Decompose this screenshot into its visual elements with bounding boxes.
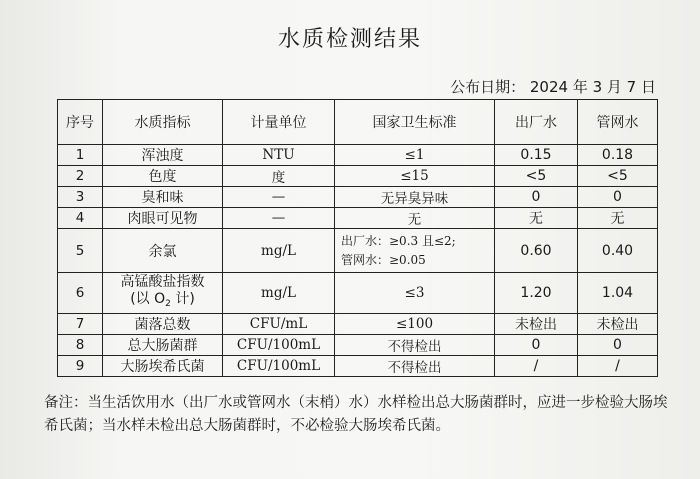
table-row <box>58 335 658 356</box>
cell-unit: 度 <box>223 166 335 187</box>
cell-factory: 0.15 <box>495 145 578 166</box>
table-row <box>58 208 658 229</box>
header-unit: 计量单位 <box>223 100 335 145</box>
standard-line-factory: 出厂水：≥0.3 且≤2; <box>341 233 456 248</box>
cell-factory: 0 <box>495 335 578 356</box>
cell-indicator: 总大肠菌群 <box>103 335 223 356</box>
cell-standard: 无 <box>335 208 495 229</box>
cell-no: 2 <box>58 166 103 187</box>
table-header-row <box>58 100 658 145</box>
cell-indicator: 菌落总数 <box>103 314 223 335</box>
cell-indicator: 色度 <box>103 166 223 187</box>
indicator-name: 高锰酸盐指数 <box>120 273 205 290</box>
results-table <box>57 99 658 377</box>
cell-no: 9 <box>58 356 103 377</box>
cell-network: 0 <box>578 187 658 208</box>
cell-standard: 不得检出 <box>335 356 495 377</box>
cell-unit: mg/L <box>223 229 335 273</box>
cell-indicator: 大肠埃希氏菌 <box>103 356 223 377</box>
cell-network: / <box>578 356 658 377</box>
cell-indicator: 肉眼可见物 <box>103 208 223 229</box>
basis-subscript: 2 <box>165 298 171 309</box>
header-standard: 国家卫生标准 <box>335 100 495 145</box>
cell-network: 1.04 <box>578 273 658 314</box>
cell-indicator: 臭和味 <box>103 187 223 208</box>
cell-no: 1 <box>58 145 103 166</box>
table-row <box>58 356 658 377</box>
table-row <box>58 166 658 187</box>
cell-factory: 1.20 <box>495 273 578 314</box>
cell-factory: 无 <box>495 208 578 229</box>
cell-unit: — <box>223 208 335 229</box>
cell-indicator <box>103 273 223 314</box>
cell-unit: CFU/100mL <box>223 335 335 356</box>
publish-date: 公布日期： 2024 年 3 月 7 日 <box>450 78 656 96</box>
cell-no: 8 <box>58 335 103 356</box>
cell-standard: ≤1 <box>335 145 495 166</box>
indicator-basis <box>106 291 219 313</box>
table-row <box>58 314 658 335</box>
cell-standard <box>335 229 495 273</box>
header-indicator: 水质指标 <box>103 100 223 145</box>
cell-standard: 不得检出 <box>335 335 495 356</box>
standard-line-network: 管网水：≥0.05 <box>341 252 426 267</box>
cell-standard: ≤3 <box>335 273 495 314</box>
cell-unit: — <box>223 187 335 208</box>
cell-indicator: 余氯 <box>103 229 223 273</box>
cell-standard: ≤15 <box>335 166 495 187</box>
cell-standard: 无异臭异味 <box>335 187 495 208</box>
cell-indicator: 浑浊度 <box>103 145 223 166</box>
header-no: 序号 <box>58 100 103 145</box>
page-title: 水质检测结果 <box>277 27 422 52</box>
cell-no: 3 <box>58 187 103 208</box>
cell-factory: / <box>495 356 578 377</box>
remarks-note: 备注：当生活饮用水（出厂水或管网水（末梢）水）水样检出总大肠菌群时，应进一步检验大肠埃希氏菌；当水样未检出总大肠菌群时，不必检验大肠埃希氏菌。 <box>44 395 668 434</box>
cell-no: 7 <box>58 314 103 335</box>
cell-network: 0.18 <box>578 145 658 166</box>
header-factory-water: 出厂水 <box>495 100 578 145</box>
cell-factory: 0 <box>495 187 578 208</box>
cell-no: 5 <box>58 229 103 273</box>
table-row <box>58 273 658 314</box>
cell-factory: <5 <box>495 166 578 187</box>
basis-prefix: (以 O <box>130 290 166 307</box>
table-row <box>58 145 658 166</box>
cell-network: 未检出 <box>578 314 658 335</box>
cell-network: <5 <box>578 166 658 187</box>
cell-network: 0 <box>578 335 658 356</box>
cell-network: 0.40 <box>578 229 658 273</box>
cell-no: 4 <box>58 208 103 229</box>
cell-unit: mg/L <box>223 273 335 314</box>
header-network-water: 管网水 <box>578 100 658 145</box>
basis-suffix: 计) <box>170 290 195 307</box>
cell-no: 6 <box>58 273 103 314</box>
cell-unit: CFU/100mL <box>223 356 335 377</box>
cell-network: 无 <box>578 208 658 229</box>
cell-unit: NTU <box>223 145 335 166</box>
cell-unit: CFU/mL <box>223 314 335 335</box>
cell-factory: 0.60 <box>495 229 578 273</box>
table-row <box>58 187 658 208</box>
cell-factory: 未检出 <box>495 314 578 335</box>
table-row <box>58 229 658 273</box>
cell-standard: ≤100 <box>335 314 495 335</box>
